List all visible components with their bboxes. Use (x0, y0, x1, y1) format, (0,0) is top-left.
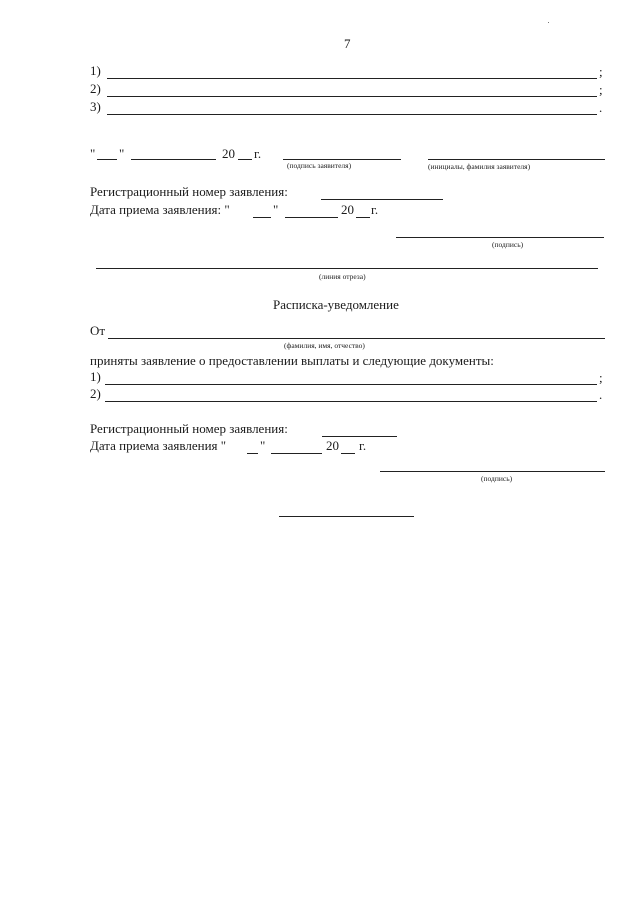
list-item-number: 2) (90, 386, 101, 401)
year-suffix: г. (359, 438, 367, 453)
applicant-signature-caption: (подпись заявителя) (287, 161, 352, 170)
list-item-line (107, 96, 597, 97)
applicant-signature-line (283, 159, 401, 160)
year-line (356, 217, 370, 218)
month-line (271, 453, 322, 454)
list-item-end: ; (599, 64, 603, 79)
day-line (253, 217, 271, 218)
registration-number-line (321, 199, 443, 200)
receipt-title: Расписка-уведомление (273, 297, 399, 312)
accepted-documents-text: приняты заявление о предоставлении выплаты и следующие документы: (90, 353, 494, 368)
list-item-line (105, 384, 597, 385)
year-suffix: г. (371, 202, 379, 217)
from-label: От (90, 323, 106, 338)
official-signature-caption: (подпись) (481, 474, 513, 483)
registration-number-line (322, 436, 397, 437)
from-caption: (фамилия, имя, отчество) (284, 341, 365, 350)
day-line (97, 159, 117, 160)
list-item-number: 1) (90, 369, 101, 384)
list-item-line (107, 78, 597, 79)
acceptance-date-label: Дата приема заявления " (90, 438, 227, 453)
list-item-end: . (599, 100, 603, 115)
list-item-end: ; (599, 82, 603, 97)
date-quote-close: " (119, 146, 125, 161)
year-line (238, 159, 252, 160)
registration-number-label: Регистрационный номер заявления: (90, 184, 288, 199)
year-line (341, 453, 355, 454)
month-line (285, 217, 338, 218)
list-item-number: 2) (90, 81, 101, 96)
date-quote-close: " (273, 202, 279, 217)
applicant-name-line (428, 159, 605, 160)
cut-line-caption: (линия отреза) (319, 272, 366, 281)
date-quote-open: " (90, 146, 96, 161)
year-suffix: г. (254, 146, 262, 161)
page-number: 7 (344, 36, 351, 51)
day-line (247, 453, 258, 454)
list-item-number: 1) (90, 63, 101, 78)
cut-line (96, 268, 598, 269)
list-item-end: . (599, 387, 603, 402)
end-separator-line (279, 516, 414, 517)
acceptance-date-label: Дата приема заявления: " (90, 202, 230, 217)
official-signature-line (380, 471, 605, 472)
from-line (108, 338, 605, 339)
list-item-line (107, 114, 597, 115)
month-line (131, 159, 216, 160)
year-prefix: 20 (326, 438, 339, 453)
list-item-end: ; (599, 370, 603, 385)
year-prefix: 20 (222, 146, 235, 161)
list-item-line (105, 401, 597, 402)
official-signature-line (396, 237, 604, 238)
official-signature-caption: (подпись) (492, 240, 524, 249)
registration-number-label: Регистрационный номер заявления: (90, 421, 288, 436)
scan-speck (548, 22, 549, 23)
date-quote-close: " (260, 438, 266, 453)
applicant-name-caption: (инициалы, фамилия заявителя) (428, 162, 531, 171)
list-item-number: 3) (90, 99, 101, 114)
year-prefix: 20 (341, 202, 354, 217)
